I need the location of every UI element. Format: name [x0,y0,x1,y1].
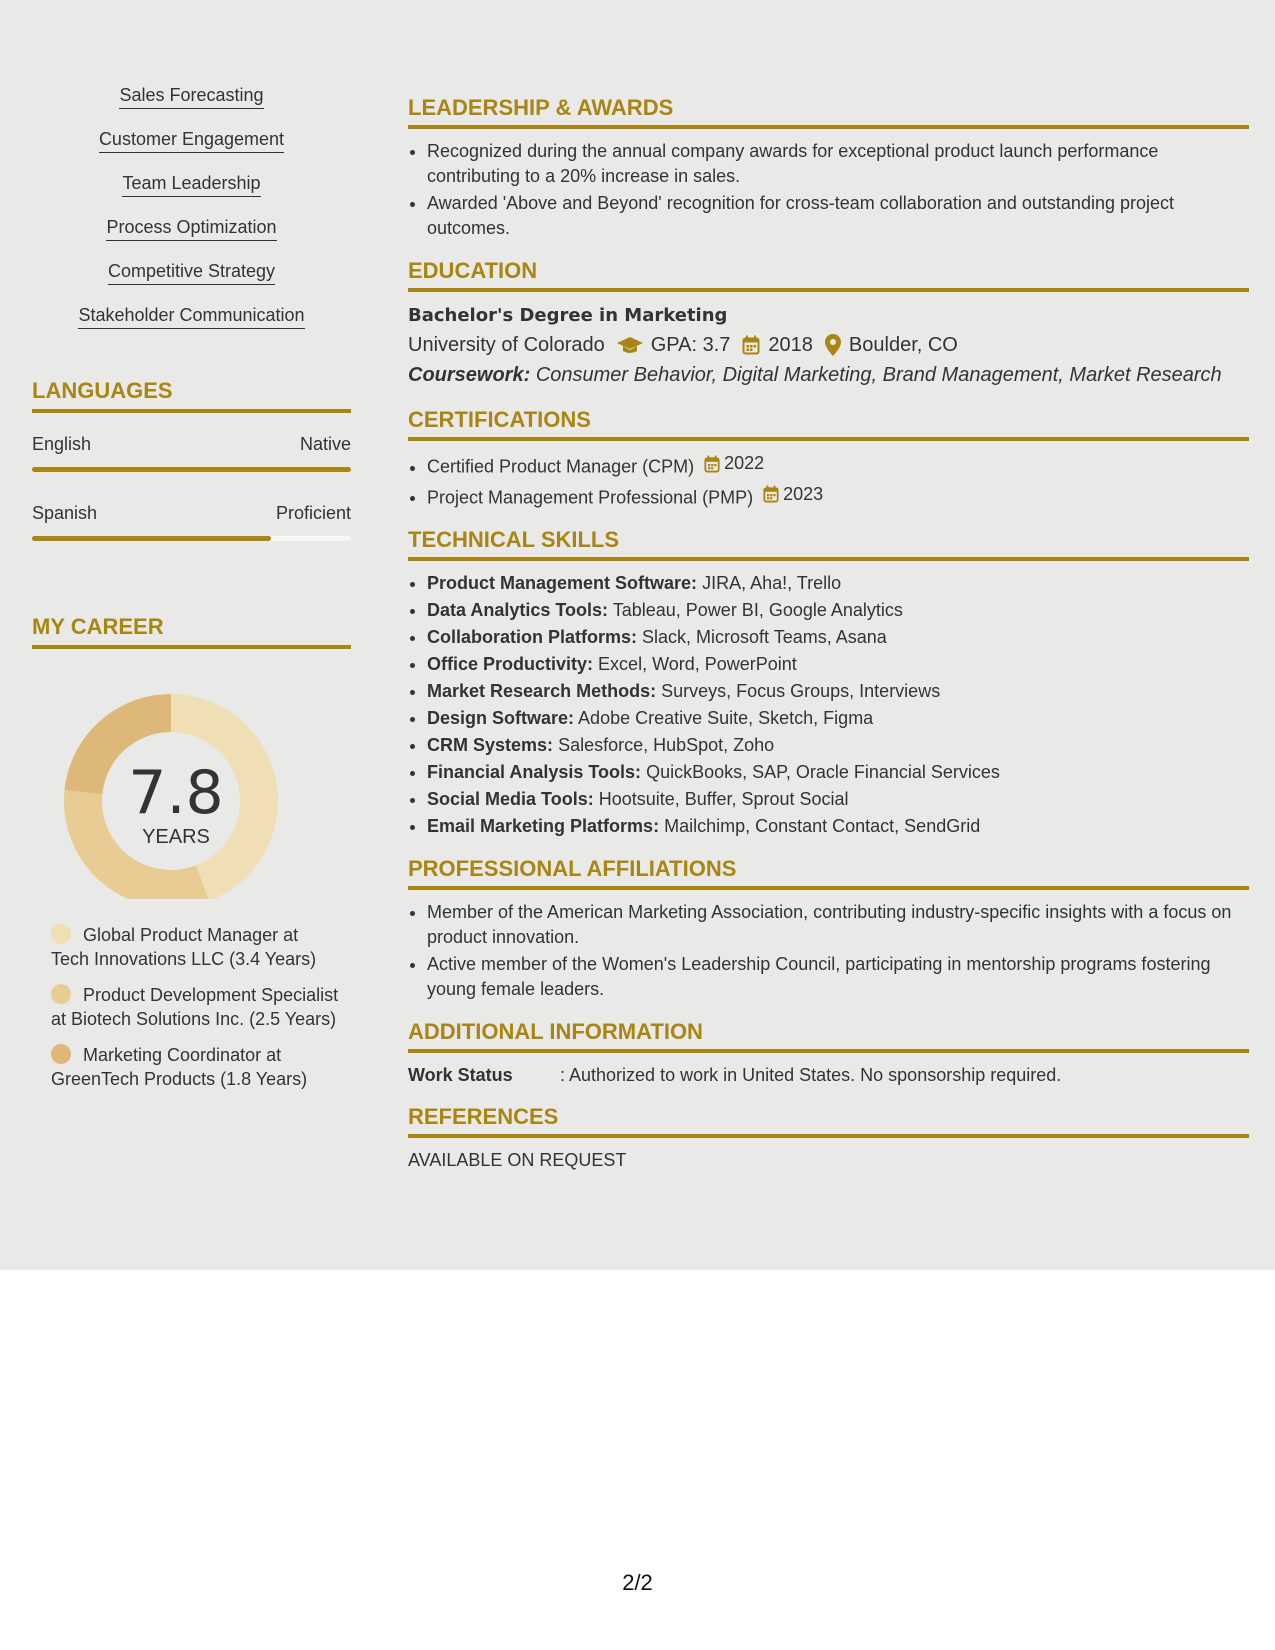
skill-item: Stakeholder Communication [78,304,304,329]
legend-item [51,983,339,1031]
career-section [32,613,351,1091]
leadership-heading: LEADERSHIP & AWARDS [408,94,1249,129]
languages-section [32,377,351,541]
career-legend [32,923,351,1091]
career-total: 7.8 [128,758,224,828]
graduation-cap-icon [617,335,643,355]
technical-skill-values: QuickBooks, SAP, Oracle Financial Services [646,762,1000,782]
legend-label: Global Product Manager at Tech Innovations LLC (3.4 Years) [51,925,317,969]
technical-skills-heading: TECHNICAL SKILLS [408,526,1249,561]
technical-skill-category: Financial Analysis Tools: [427,762,642,782]
technical-skills-section [408,526,1249,839]
work-status-label: Work Status [408,1065,513,1085]
list-item: • Member of the American Marketing Association, contributing industry-specific insights with a focus on product innovation. [427,900,1249,950]
technical-skill-item [427,733,1249,758]
language-level: Proficient [275,503,351,523]
list-item: • Awarded 'Above and Beyond' recognition for cross-team collaboration and outstanding project outcomes. [427,191,1249,241]
language-entry [32,433,351,472]
language-name: Spanish [32,503,98,523]
work-status-value: : Authorized to work in United States. No sponsorship required. [560,1065,1062,1085]
gpa: GPA: 3.7 [650,334,731,356]
school-name: University of Colorado [408,334,605,356]
degree: Bachelor's Degree in Marketing [408,305,728,326]
additional-info-section [408,1018,1249,1087]
certification-name: Certified Product Manager (CPM) [427,456,695,477]
technical-skill-values: JIRA, Aha!, Trello [702,573,842,593]
skill-item: Process Optimization [106,216,276,241]
career-heading: MY CAREER [32,613,351,649]
certification-year: 2022 [724,453,765,473]
language-bar-fill [32,536,271,541]
career-chart [32,649,351,899]
skill-item: Customer Engagement [99,128,284,153]
certifications-section [408,406,1249,510]
right-column [408,94,1249,1188]
references-heading: REFERENCES [408,1103,1249,1138]
technical-skill-values: Mailchimp, Constant Contact, SendGrid [664,816,981,836]
calendar-icon [742,335,760,355]
technical-skill-item [427,760,1249,785]
legend-label: Product Development Specialist at Biotech Solutions Inc. (2.5 Years) [51,985,339,1029]
technical-skill-category: Data Analytics Tools: [427,600,609,620]
calendar-icon [763,485,779,503]
references-text: AVAILABLE ON REQUEST [408,1150,627,1170]
affiliations-heading: PROFESSIONAL AFFILIATIONS [408,855,1249,890]
technical-skill-category: Office Productivity: [427,654,594,674]
education-details [408,330,1249,360]
calendar-icon [704,455,720,473]
technical-skill-category: Design Software: [427,708,575,728]
list-item: • Active member of the Women's Leadership Council, participating in mentorship programs fostering young female leaders. [427,952,1249,1002]
language-name: English [32,434,92,454]
languages-heading: LANGUAGES [32,377,351,413]
coursework [408,360,1249,390]
technical-skill-category: Social Media Tools: [427,789,594,809]
affiliations-section [408,855,1249,1002]
graduation-year: 2018 [768,334,813,356]
technical-skill-values: Surveys, Focus Groups, Interviews [661,681,941,701]
certification-item [427,451,1249,480]
skill-item: Competitive Strategy [108,260,275,285]
technical-skill-values: Salesforce, HubSpot, Zoho [558,735,775,755]
language-bar [32,467,351,472]
skill-item: Team Leadership [122,172,260,197]
legend-label: Marketing Coordinator at GreenTech Products (1.8 Years) [51,1045,308,1089]
additional-info-heading: ADDITIONAL INFORMATION [408,1018,1249,1053]
location: Boulder, CO [848,334,958,356]
legend-item [51,923,339,971]
language-level: Native [299,434,351,454]
technical-skill-category: Email Marketing Platforms: [427,816,660,836]
education-heading: EDUCATION [408,257,1249,292]
left-column [32,84,351,1103]
technical-skill-values: Excel, Word, PowerPoint [598,654,797,674]
coursework-label: Coursework: [408,364,531,386]
references-section [408,1103,1249,1172]
page-number: 2/2 [622,1570,653,1595]
legend-item [51,1043,339,1091]
technical-skill-category: CRM Systems: [427,735,554,755]
education-section [408,257,1249,390]
location-pin-icon [825,334,841,356]
skills-list [32,84,351,329]
technical-skill-category: Product Management Software: [427,573,698,593]
technical-skill-values: Hootsuite, Buffer, Sprout Social [598,789,849,809]
coursework-list: Consumer Behavior, Digital Marketing, Brand Management, Market Research [535,364,1222,386]
technical-skill-item [427,679,1249,704]
certification-item [427,482,1249,511]
legend-dot [51,924,71,944]
legend-dot [51,1044,71,1064]
leadership-section [408,94,1249,241]
skill-item: Sales Forecasting [119,84,263,109]
technical-skill-values: Slack, Microsoft Teams, Asana [642,627,887,647]
legend-dot [51,984,71,1004]
language-bar [32,536,351,541]
technical-skill-item [427,814,1249,839]
list-item: • Recognized during the annual company awards for exceptional product launch performance contributing to a 20% increase in sales. [427,139,1249,189]
technical-skill-item [427,598,1249,623]
technical-skill-values: Tableau, Power BI, Google Analytics [612,600,903,620]
technical-skill-item [427,787,1249,812]
language-entry [32,502,351,541]
technical-skill-item [427,706,1249,731]
certification-year: 2023 [783,483,824,504]
technical-skill-category: Market Research Methods: [427,681,657,701]
technical-skill-item [427,652,1249,677]
certification-name: Project Management Professional (PMP) [427,487,754,507]
technical-skill-item [427,571,1249,596]
certifications-heading: CERTIFICATIONS [408,406,1249,441]
technical-skill-category: Collaboration Platforms: [427,627,638,647]
technical-skill-item [427,625,1249,650]
career-unit: YEARS [142,826,210,848]
language-bar-fill [32,467,351,472]
technical-skills-list [408,571,1249,839]
technical-skill-values: Adobe Creative Suite, Sketch, Figma [578,708,874,728]
